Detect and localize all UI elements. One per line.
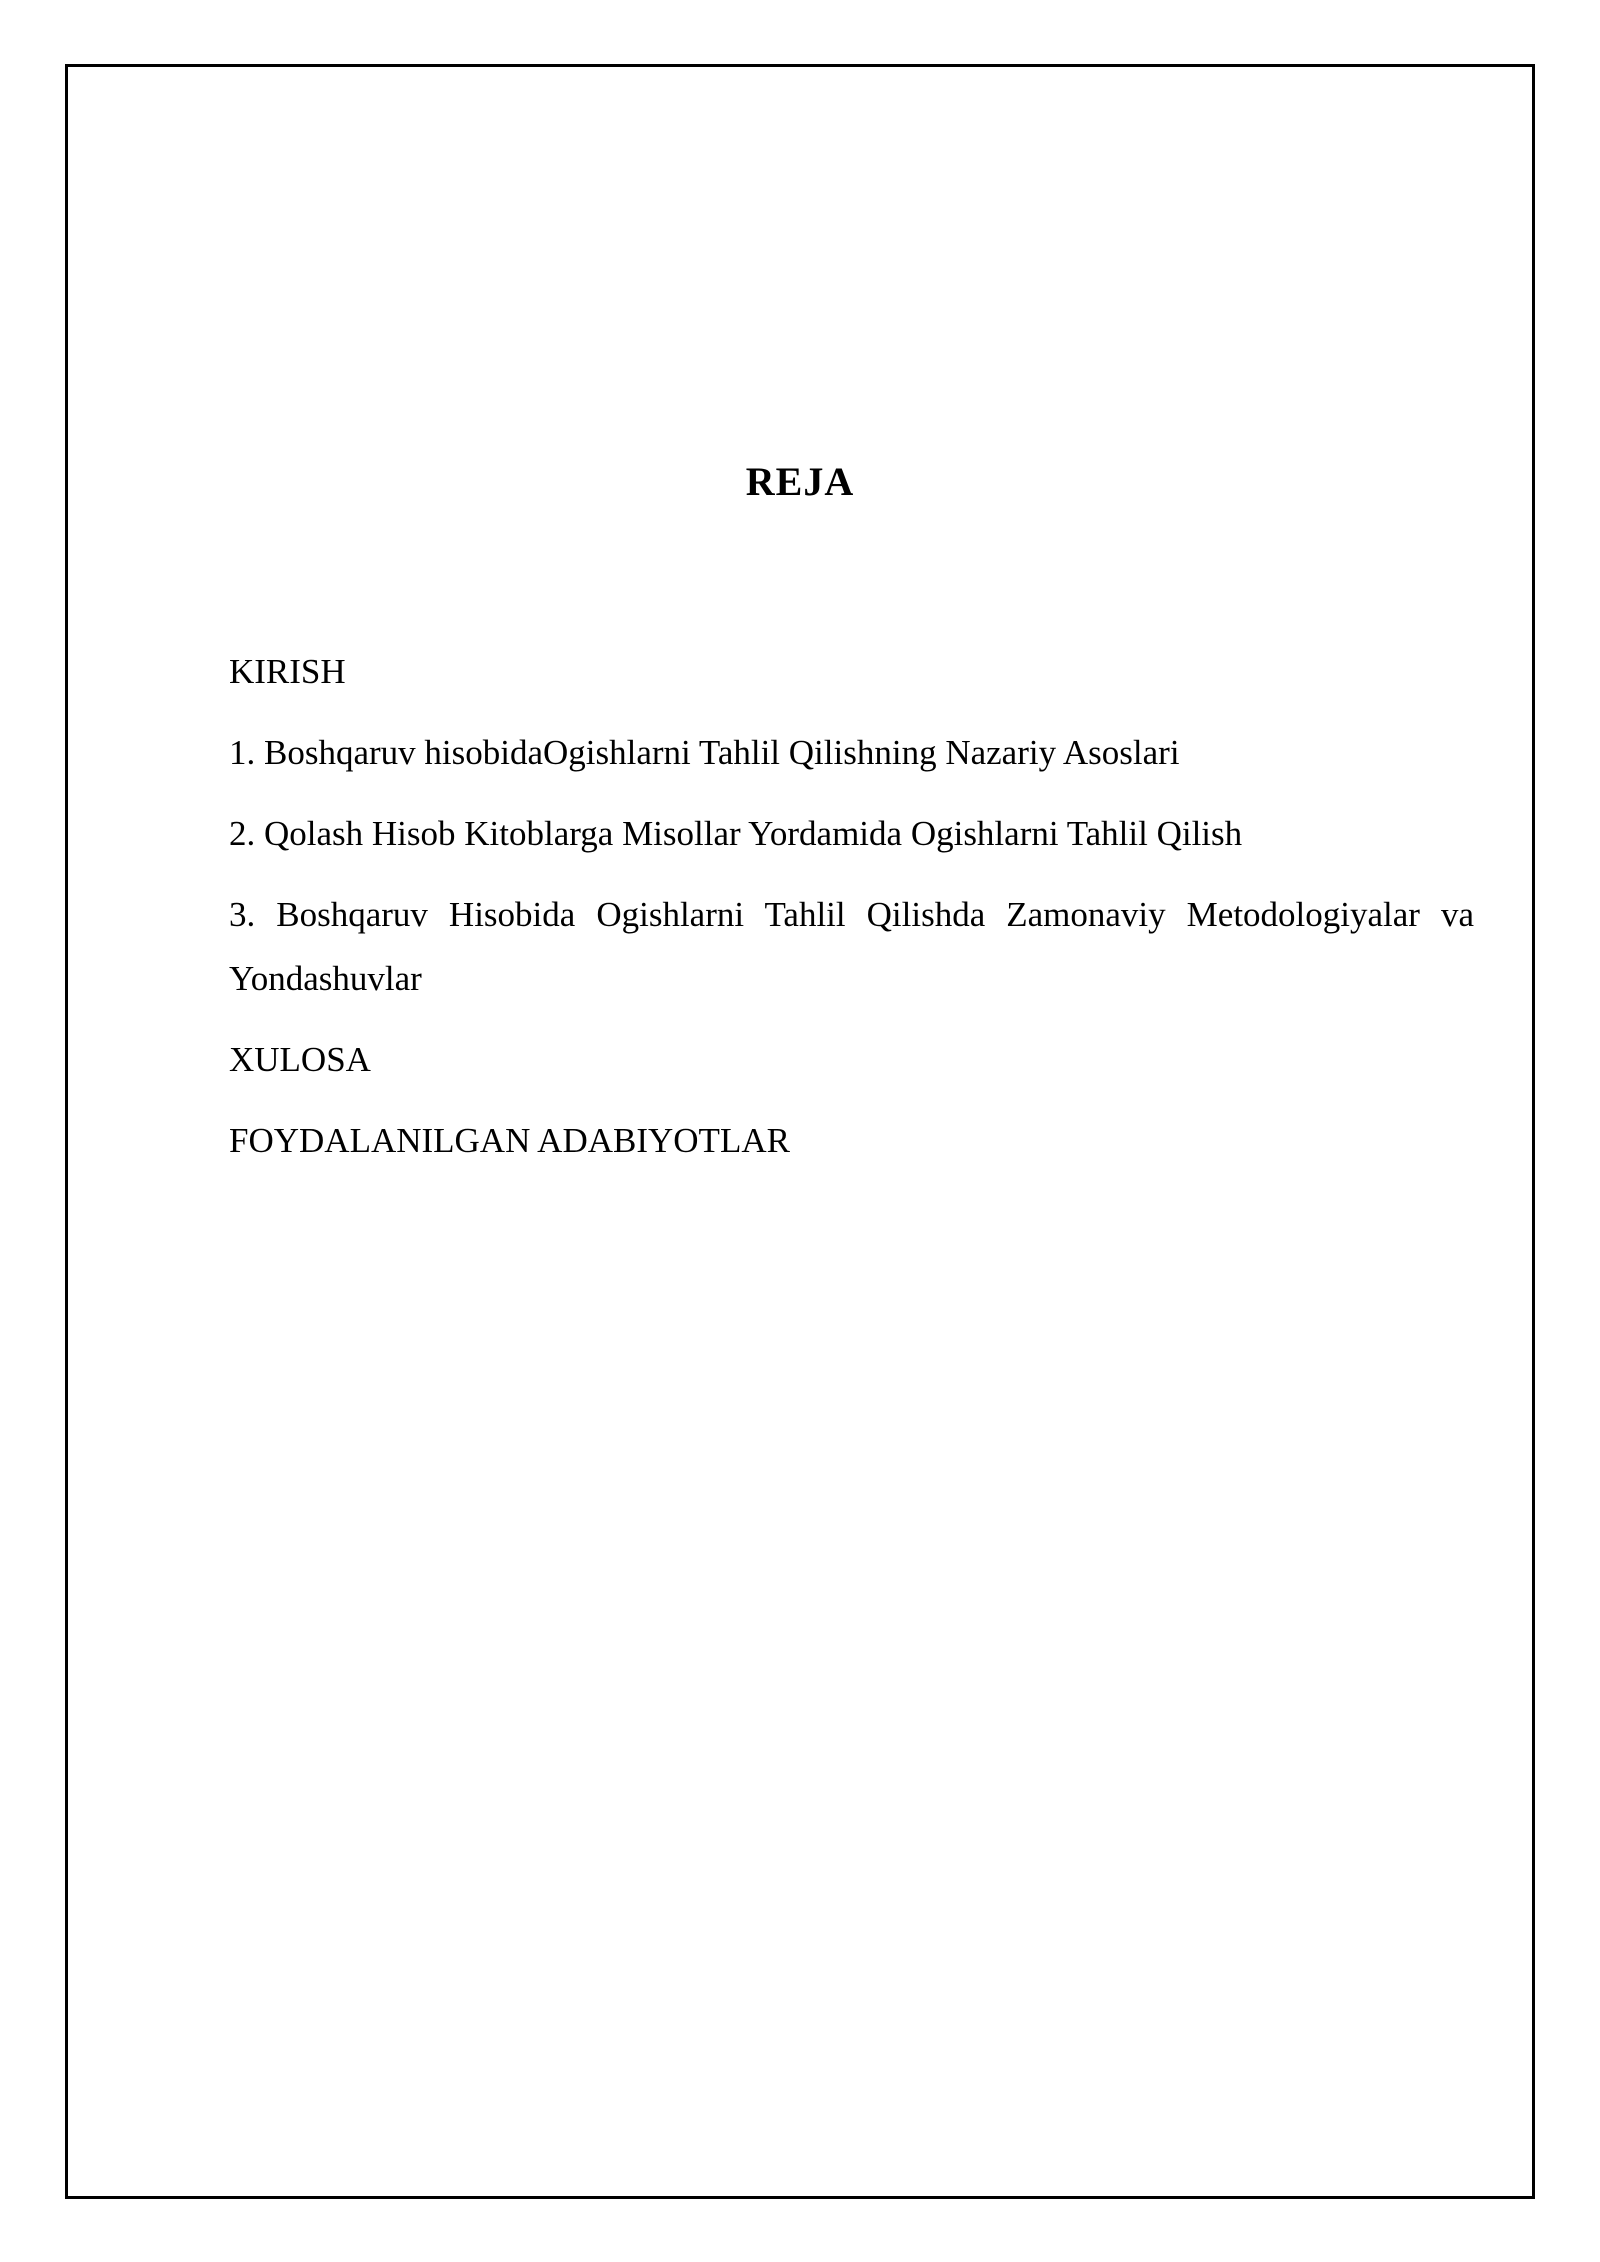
toc-item-chapter-3: 3. Boshqaruv Hisobida Ogishlarni Tahlil Qilishda Zamonaviy Metodologiyalar va Yondashuvlar [229, 895, 1474, 998]
toc-item-conclusion: XULOSA [229, 1040, 371, 1079]
table-of-contents [229, 640, 1474, 1190]
toc-item-references: FOYDALANILGAN ADABIYOTLAR [229, 1121, 790, 1160]
page-title: REJA [745, 459, 855, 504]
toc-item-introduction: KIRISH [229, 652, 346, 691]
toc-item-chapter-2: 2. Qolash Hisob Kitoblarga Misollar Yordamida Ogishlarni Tahlil Qilish [229, 814, 1243, 853]
toc-item-chapter-1: 1. Boshqaruv hisobidaOgishlarni Tahlil Qilishning Nazariy Asoslari [229, 733, 1180, 772]
